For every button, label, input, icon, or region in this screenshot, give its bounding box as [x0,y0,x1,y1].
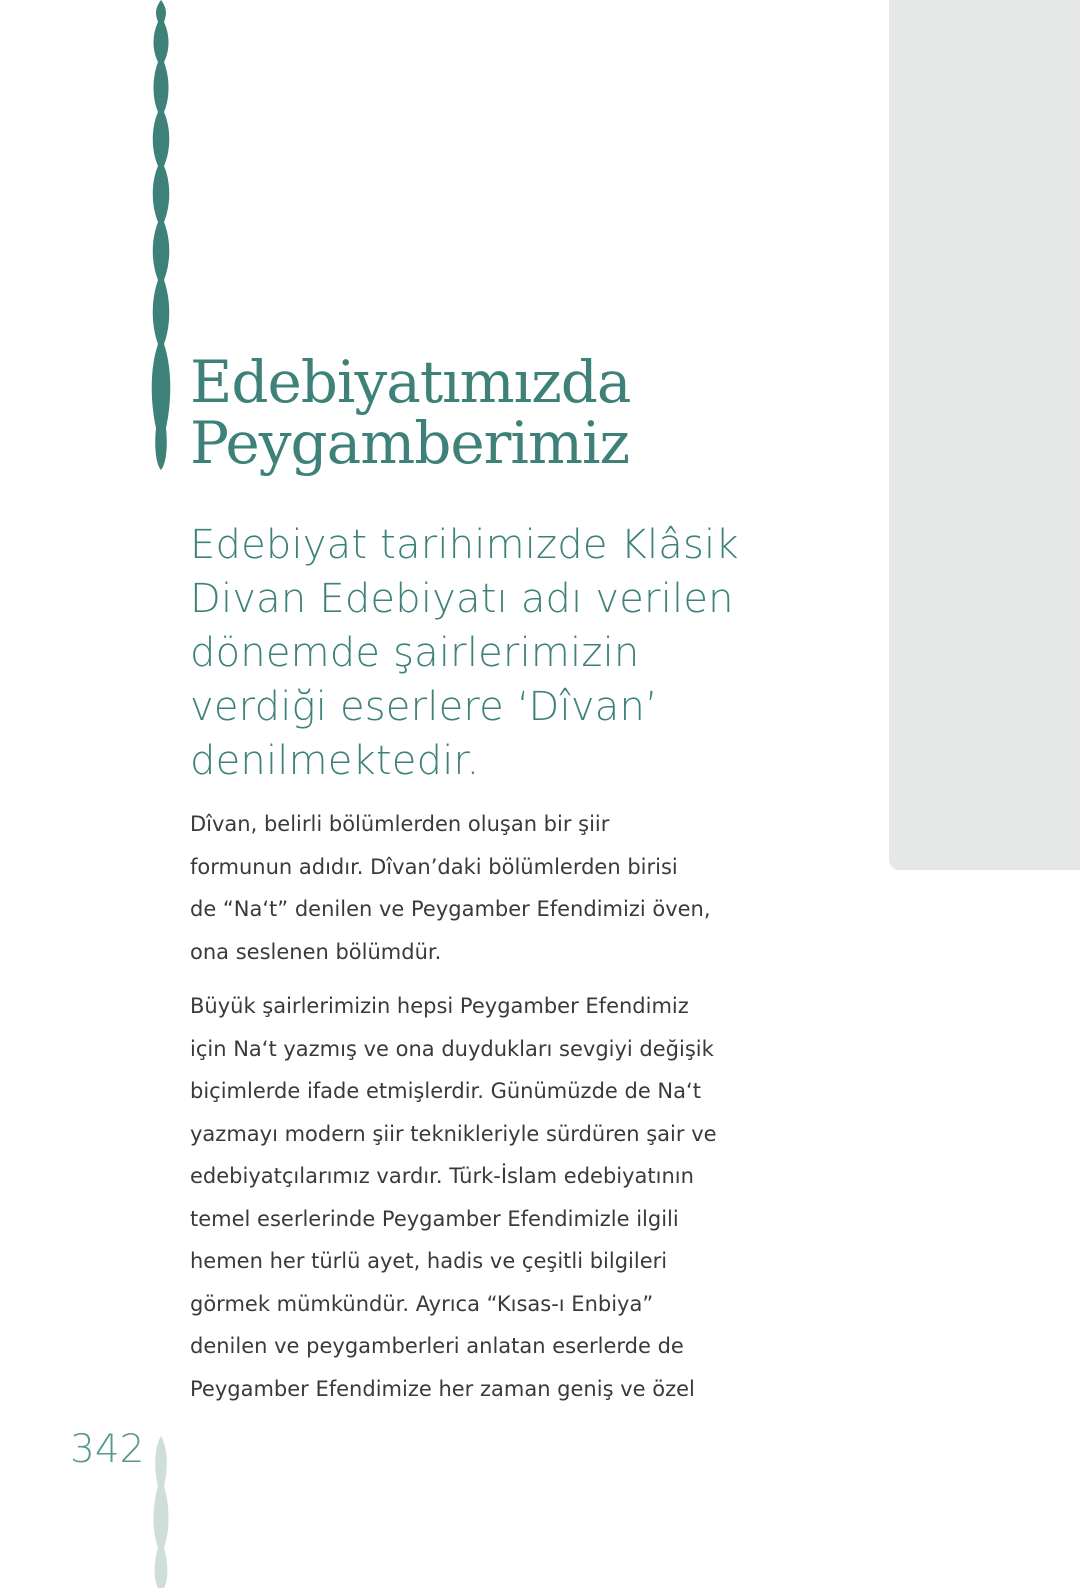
lead-paragraph [190,518,810,788]
lead-line: Divan Edebiyatı adı verilen [190,576,734,622]
chapter-title-line: Peygamberimiz [190,409,630,477]
body-line: formunun adıdır. Dîvan’daki bölümlerden birisi [190,854,678,879]
decorative-vine-top [146,0,176,478]
body-line: Dîvan, belirli bölümlerden oluşan bir şiir [190,812,610,836]
side-panel [889,0,1080,870]
chapter-title-line: Edebiyatımızda [190,348,631,416]
body-line: biçimlerde ifade etmişlerdir. Günümüzde de Na‘t [190,1079,701,1103]
lead-line: dönemde şairlerimizin [190,630,640,676]
body-line: Büyük şairlerimizin hepsi Peygamber Efendimiz [190,994,689,1018]
body-line: Peygamber Efendimize her zaman geniş ve özel [190,1376,695,1401]
body-line: hemen her türlü ayet, hadis ve çeşitli bilgileri [190,1249,668,1273]
decorative-vine-bottom [146,1436,176,1588]
body-paragraph-2 [190,985,810,1410]
page-number: 342 [70,1427,145,1472]
body-paragraph-1 [190,803,810,973]
body-line: görmek mümkündür. Ayrıca “Kısas-ı Enbiya” [190,1291,654,1316]
body-line: yazmayı modern şiir teknikleriyle sürdüren şair ve [190,1121,717,1146]
body-line: denilen ve peygamberleri anlatan eserlerde de [190,1334,684,1358]
body-line: için Na‘t yazmış ve ona duydukları sevgiyi değişik [190,1036,714,1061]
lead-line: denilmektedir. [190,738,480,784]
body-line: edebiyatçılarımız vardır. Türk-İslam edebiyatının [190,1164,694,1188]
chapter-title [190,348,850,477]
lead-line: verdiği eserlere ‘Dîvan’ [190,684,658,730]
lead-line: Edebiyat tarihimizde Klâsik [190,522,739,568]
body-line: ona seslenen bölümdür. [190,939,442,964]
body-line: de “Na‘t” denilen ve Peygamber Efendimizi öven, [190,897,711,921]
body-line: temel eserlerinde Peygamber Efendimizle ilgili [190,1206,679,1231]
